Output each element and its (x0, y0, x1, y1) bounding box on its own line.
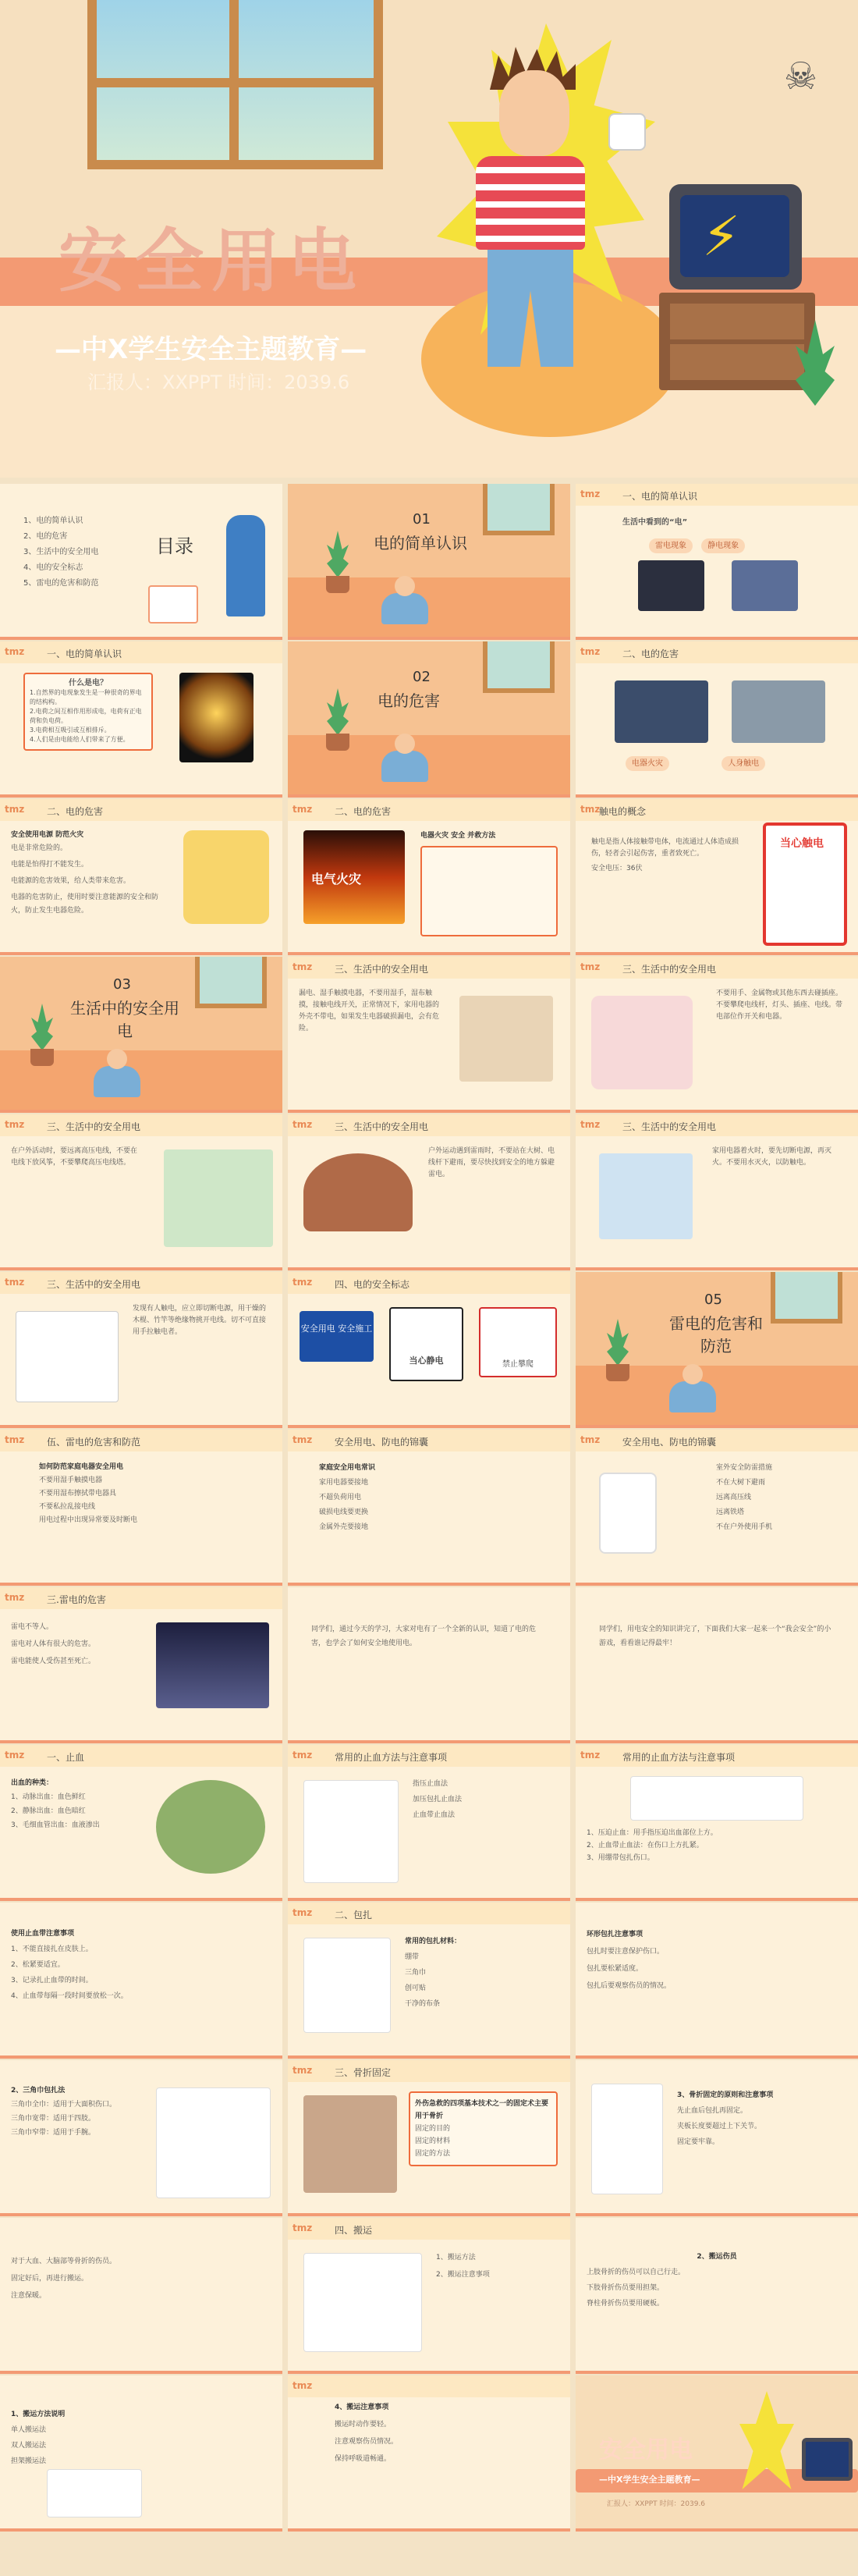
rescue-cartoon (16, 1311, 119, 1402)
chip: 雷电现象 (649, 538, 693, 553)
slide-title: 安全使用电源 防范火灾 (11, 831, 84, 839)
text-line: 不要私拉乱接电线 (39, 1503, 96, 1511)
text-line: 雷电不等人。 (11, 1623, 54, 1631)
splint-drawing (591, 2084, 663, 2194)
slide-header: 三、生活中的安全用电 (622, 1121, 717, 1132)
slide-lightning-prevention[interactable]: tmz 伍、雷电的危害和防范 如何防范家庭电器安全用电 不要用湿手触摸电器 不要用湿布擦拭带电器具 不要私拉乱接电线 用电过程中出现异常要及时断电 (0, 1430, 282, 1586)
body-text: 同学们，通过今天的学习，大家对电有了一个全新的认识，知道了电的危害，也学会了如何安全地使用电。 (311, 1626, 537, 1647)
text-line: 3.电荷相互吸引或互相排斥。 (30, 727, 111, 734)
danger-cartoon (591, 996, 693, 1089)
text-line: 1、动脉出血：血色鲜红 (11, 1793, 86, 1801)
slide-hazards-photos[interactable]: tmz 二、电的危害 电器火灾 人身触电 (576, 641, 858, 798)
slide-header: 二、电的危害 (335, 806, 392, 817)
slide-prevent-fire[interactable]: tmz 二、电的危害 安全使用电源 防范火灾 电是非常危险的。 电能是怕得打不能发生。 电能源的危害效果，给人类带来危害。 电器的危害防止，使用时要注意能源的安全和防火，防止发生电器危险。 (0, 799, 282, 955)
text-line: 电器的危害防止，使用时要注意能源的安全和防火，防止发生电器危险。 (11, 894, 159, 915)
text-line: 4.人们是由电能给人们带来了方便。 (30, 736, 129, 743)
explosion-illustration (303, 1153, 413, 1231)
slide-title: 使用止血带注意事项 (11, 1930, 75, 1938)
slide-header: 常用的止血方法与注意事项 (335, 1752, 448, 1763)
text-line: 单人搬运法 (11, 2426, 47, 2434)
slide-ending[interactable] (576, 2375, 858, 2532)
text-line: 担架搬运法 (11, 2457, 47, 2465)
window-illustration (87, 0, 383, 169)
text-line: 4、止血带每隔一段时间要放松一次。 (11, 1992, 128, 2000)
tv-cabinet (659, 293, 815, 390)
text-line: 包扎要松紧适度。 (587, 1965, 644, 1973)
slide-header: 三、生活中的安全用电 (47, 1279, 141, 1290)
text-line: 保持呼吸道畅通。 (335, 2455, 392, 2463)
text-line: 注意保暖。 (11, 2292, 47, 2300)
text-line: 固定的材料 (415, 2137, 451, 2145)
slide-header: 二、电的危害 (47, 806, 104, 817)
toc-item: 4、电的安全标志 (23, 563, 83, 572)
text-line: 安全电压：36伏 (591, 865, 643, 872)
slide-shock-concept[interactable]: tmz 触电的概念 触电是指人体接触带电体，电流通过人体造成损伤，轻者会引起伤害，重者致死亡。 安全电压：36伏 当心触电 (576, 799, 858, 955)
slide-bandaging[interactable]: tmz 二、包扎 常用的包扎材料： 绷带 三角巾 创可贴 干净的布条 (288, 1903, 570, 2059)
body-text: 同学们，用电安全的知识讲完了，下面我们大家一起来一个“我会安全”的小游戏，看看谁记得最牢！ (599, 1626, 831, 1647)
slide-title: 环形包扎注意事项 (587, 1931, 644, 1938)
section-number: 02 (413, 669, 431, 685)
slide-carry-methods[interactable] (0, 2375, 282, 2532)
body-text: 漏电、湿手触摸电器，不要用湿手，湿布触摸，接触电线开关，正常情况下，家用电器的外壳不带电，如果发生电器破损漏电，会有危险。 (299, 990, 440, 1032)
slide-home-fire[interactable]: tmz 三、生活中的安全用电 家用电器着火时，要先切断电源，再灭火。不要用水灭火，以防触电。 (576, 1114, 858, 1270)
boy-head (499, 70, 569, 156)
slide-title: 如何防范家庭电器安全用电 (39, 1463, 124, 1471)
slide-header: 常用的止血方法与注意事项 (622, 1752, 736, 1763)
text-line: 不要用湿布擦拭带电器具 (39, 1490, 117, 1498)
slide-title: 家庭安全用电常识 (319, 1464, 376, 1472)
end-title: 安全用电 (599, 2436, 693, 2464)
toc-item: 3、生活中的安全用电 (23, 548, 99, 556)
slide-game[interactable] (576, 1587, 858, 1743)
main-subtitle: —中X学生安全主题教育— (55, 334, 367, 365)
text-line: 电是非常危险的。 (11, 844, 68, 852)
slide-title: 生活中看到的“电” (622, 518, 688, 527)
text-line: 电能是怕得打不能发生。 (11, 861, 89, 869)
lightbulb-photo (179, 673, 254, 762)
toc-item: 2、电的危害 (23, 532, 68, 541)
first-aid-drawing (303, 1780, 399, 1883)
boy-shirt (476, 156, 585, 250)
sign-no-climbing: 禁止攀爬 (479, 1307, 557, 1377)
slide-home-safety-1[interactable]: tmz 三、生活中的安全用电 漏电、湿手触摸电器，不要用湿手，湿布触摸，接触电线开关，正常情况下，家用电器的外壳不带电，如果发生电器破损漏电，会有危险。 (288, 957, 570, 1113)
slide-header: 二、包扎 (335, 1910, 373, 1920)
slide-rescue[interactable]: tmz 三、生活中的安全用电 发现有人触电，应立即切断电源，用干燥的木棍、竹竿等绝缘物挑开电线。切不可直接用手拉触电者。 (0, 1272, 282, 1428)
fire-photo (615, 680, 708, 743)
slide-title: 什么是电？ (69, 679, 108, 688)
slide-header: 三、生活中的安全用电 (622, 964, 717, 975)
slide-fracture-notes[interactable] (0, 2218, 282, 2374)
text-line: 对于大血、大脑部等骨折的伤员。 (11, 2258, 117, 2265)
ambulance-drawing (47, 2469, 142, 2517)
slide-header: 三、生活中的安全用电 (335, 964, 429, 975)
fire-banner: 电气火灾 (311, 872, 362, 886)
section-number: 05 (704, 1292, 722, 1308)
lightning-photo (638, 560, 704, 611)
slide-section-01[interactable] (288, 484, 570, 640)
body-text: 在户外活动时，要远离高压电线，不要在电线下放风筝，不要攀爬高压电线塔。 (11, 1147, 138, 1167)
text-line: 电能源的危害效果，给人类带来危害。 (11, 877, 131, 885)
slide-header: 安全用电、防电的锦囊 (622, 1437, 717, 1448)
bandage-drawing (303, 1938, 391, 2033)
slide-toc[interactable] (0, 484, 282, 640)
text-line: 加压包扎止血法 (413, 1796, 463, 1803)
toc-title: 目录 (156, 535, 193, 557)
body-text: 户外运动遇到雷雨时，不要站在大树、电线杆下避雨，要尽快找到安全的地方躲避雷电。 (428, 1147, 555, 1178)
chip: 人身触电 (722, 756, 765, 771)
slide-header: 三、生活中的安全用电 (335, 1121, 429, 1132)
slide-header: 三、骨折固定 (335, 2067, 392, 2078)
slide-title: 外伤急救的四项基本技术之一的固定术主要用于骨折 (415, 2100, 549, 2120)
text-line: 固定要牢靠。 (677, 2138, 720, 2146)
text-line: 不超负荷用电 (319, 1494, 362, 1501)
reporter-line: 汇报人：XXPPT 时间：2039.6 (87, 371, 350, 393)
toc-item: 5、雷电的危害和防范 (23, 579, 99, 588)
text-line: 脊柱骨折伤员要用硬板。 (587, 2300, 665, 2308)
text-line: 包扎时要注意保护伤口。 (587, 1948, 665, 1956)
slide-section-05[interactable] (576, 1272, 858, 1428)
text-line: 下肢骨折伤员要用担架。 (587, 2284, 665, 2292)
room-illustration (459, 996, 553, 1082)
text-line: 止血带止血法 (413, 1811, 456, 1819)
slide-electrical-fire[interactable]: tmz 二、电的危害 电气火灾 电器火灾 安全 并救方法 (288, 799, 570, 955)
slide-header: 伍、雷电的危害和防范 (47, 1437, 141, 1448)
slide-electricity-intro[interactable]: tmz 一、电的简单认识 生活中看到的“电” 雷电现象 静电现象 (576, 484, 858, 640)
tv-illustration (802, 2438, 853, 2481)
text-line: 注意观察伤员情况。 (335, 2438, 399, 2446)
text-line: 干净的布条 (405, 2000, 441, 2008)
slide-header: 四、搬运 (335, 2225, 373, 2236)
fracture-photo (303, 2095, 397, 2193)
text-line: 指压止血法 (413, 1780, 448, 1788)
slide-tourniquet[interactable] (0, 1903, 282, 2059)
text-line: 三角巾宽带：适用于四肢。 (11, 2115, 96, 2123)
slide-header: 一、电的简单认识 (47, 648, 122, 659)
slide-header: 二、电的危害 (622, 648, 679, 659)
slide-lightning-harm[interactable]: tmz 三.雷电的危害 雷电不等人。 雷电对人体有很大的危害。 雷电能使人受伤甚至死亡。 (0, 1587, 282, 1743)
text-line: 夹板长度要超过上下关节。 (677, 2123, 762, 2130)
text-line: 2、搬运注意事项 (436, 2271, 490, 2279)
slide-title: 1、搬运方法说明 (11, 2411, 66, 2418)
slide-what-is-electricity[interactable]: tmz 一、电的简单认识 什么是电？ 1.自然界的电现象发生是一种很奇的界电的结构构。 2.电荷之间互相作用形成电，电荷有正电荷和负电荷。 3.电荷相互吸引或互相排斥。 4.人们是由电能给人们带来了方便。 (0, 641, 282, 798)
slide-fracture[interactable]: tmz 三、骨折固定 外伤急救的四项基本技术之一的固定术主要用于骨折 固定的目的 固定的材料 固定的方法 (288, 2060, 570, 2216)
socket-icon (608, 113, 646, 151)
sign-static: 当心静电 (389, 1307, 463, 1381)
slide-header: 一、止血 (47, 1752, 85, 1763)
end-subtitle: —中X学生安全主题教育— (599, 2475, 700, 2485)
static-photo (732, 560, 798, 611)
slide-title: 电器火灾 安全 并救方法 (420, 832, 496, 840)
slide-outdoor-safety-1[interactable]: tmz 三、生活中的安全用电 在户外活动时，要远离高压电线，不要在电线下放风筝，不要攀爬高压电线塔。 (0, 1114, 282, 1270)
section-title: 电的简单认识 (374, 534, 467, 553)
skull-icon: ☠ (784, 55, 818, 98)
text-box (420, 846, 558, 936)
slide-title: 2、搬运伤员 (697, 2253, 737, 2261)
section-number: 01 (413, 511, 431, 528)
text-line: 固定的目的 (415, 2125, 451, 2133)
text-line: 雷电能使人受伤甚至死亡。 (11, 1658, 96, 1665)
lightning-photo (156, 1622, 269, 1708)
danger-sign-text: 当心触电 (780, 837, 824, 850)
slide-triangle-bandage[interactable] (0, 2060, 282, 2216)
body-text: 家用电器着火时，要先切断电源，再灭火。不要用水灭火，以防触电。 (712, 1147, 832, 1167)
text-line: 金属外壳要接地 (319, 1523, 369, 1531)
section-title: 雷电的危害和防范 (669, 1314, 763, 1356)
injury-cartoon (156, 1780, 265, 1874)
text-line: 破损电线要更换 (319, 1508, 369, 1516)
slide-section-03[interactable] (0, 957, 282, 1113)
slide-carry-notes[interactable]: tmz 4、搬运注意事项 搬运时动作要轻。 注意观察伤员情况。 保持呼吸道畅通。 (288, 2375, 570, 2532)
body-text: 不要用手、金属物或其他东西去碰插座。不要攀爬电线杆，灯头、插座、电线。带电部位作开关和电器。 (716, 990, 843, 1021)
text-line: 2.电荷之间互相作用形成电，电荷有正电荷和负电荷。 (30, 708, 142, 724)
slide-header: 一、电的简单认识 (622, 491, 698, 502)
lightning-icon: ⚡ (702, 204, 741, 268)
text-line: 1、不能直接扎在皮肤上。 (11, 1945, 93, 1953)
text-line: 不要用湿手触摸电器 (39, 1476, 103, 1484)
text-line: 双人搬运法 (11, 2442, 47, 2450)
kitchen-cartoon (599, 1153, 693, 1239)
slide-header: 三.雷电的危害 (47, 1594, 106, 1605)
toc-item: 1、电的简单认识 (23, 517, 83, 525)
text-line: 触电是指人体接触带电体，电流通过人体造成损伤，轻者会引起伤害，重者致死亡。 (591, 838, 739, 858)
slide-bandage-notes[interactable] (576, 1903, 858, 2059)
text-line: 3、用绷带包扎伤口。 (587, 1854, 654, 1862)
text-line: 不在户外使用手机 (716, 1523, 773, 1531)
slide-header: 三、生活中的安全用电 (47, 1121, 141, 1132)
shock-photo (732, 680, 825, 743)
text-line: 2、松紧要适宜。 (11, 1961, 65, 1969)
text-line: 固定的方法 (415, 2150, 451, 2158)
body-text: 发现有人触电，应立即切断电源，用干燥的木棍、竹竿等绝缘物挑开电线。切不可直接用手拉触电者。 (133, 1305, 267, 1336)
text-line: 3、记录扎止血带的时间。 (11, 1977, 93, 1984)
text-line: 2、止血带止血法：在伤口上方扎紧。 (587, 1842, 704, 1849)
rice-cooker-illustration (148, 585, 198, 624)
slide-header: 安全用电、防电的锦囊 (335, 1437, 429, 1448)
slide-home-tips[interactable]: tmz 安全用电、防电的锦囊 家庭安全用电常识 家用电器要接地 不超负荷用电 破损电线要更换 金属外壳要接地 (288, 1430, 570, 1586)
slide-title: 3、骨折固定的原则和注意事项 (677, 2091, 774, 2099)
text-line: 1、压迫止血：用手指压迫出血部位上方。 (587, 1829, 718, 1837)
text-line: 用电过程中出现异常要及时断电 (39, 1516, 138, 1524)
section-title: 电的危害 (378, 691, 440, 710)
end-reporter: 汇报人：XXPPT 时间：2039.6 (607, 2500, 706, 2508)
teacher-illustration (226, 515, 265, 616)
slide-summary[interactable] (288, 1587, 570, 1743)
slide-header: 触电的概念 (599, 806, 647, 817)
text-line: 远离高压线 (716, 1494, 752, 1501)
text-line: 室外安全防雷措施 (716, 1464, 773, 1472)
text-line: 固定好后，再进行搬运。 (11, 2275, 89, 2283)
slide-stop-bleeding-2[interactable]: tmz 常用的止血方法与注意事项 1、压迫止血：用手指压迫出血部位上方。 2、止血带止血法：在伤口上方扎紧。 3、用绷带包扎伤口。 (576, 1745, 858, 1901)
text-line: 上肢骨折的伤员可以自己行走。 (587, 2269, 686, 2276)
text-line: 1.自然界的电现象发生是一种很奇的界电的结构构。 (30, 689, 142, 705)
text-line: 包扎后要观察伤员的情况。 (587, 1982, 672, 1990)
text-line: 创可贴 (405, 1984, 427, 1992)
text-line: 三角巾全巾：适用于大面积伤口。 (11, 2101, 117, 2109)
socket-illustration (599, 1473, 657, 1554)
first-aid-drawing (630, 1776, 803, 1821)
text-line: 三角巾 (405, 1969, 427, 1977)
carrying-drawing (303, 2253, 422, 2352)
text-line: 绷带 (405, 1953, 420, 1961)
slide-outdoor-safety-2[interactable]: tmz 三、生活中的安全用电 户外运动遇到雷雨时，不要站在大树、电线杆下避雨，要尽快找到安全的地方躲避雷电。 (288, 1114, 570, 1270)
text-line: 远离铁塔 (716, 1508, 745, 1516)
fire-cartoon (183, 830, 269, 924)
text-line: 家用电器要接地 (319, 1479, 369, 1487)
slide-header: 四、电的安全标志 (335, 1279, 410, 1290)
text-line: 雷电对人体有很大的危害。 (11, 1640, 96, 1648)
power-line-cartoon (164, 1149, 273, 1247)
slide-bleeding[interactable]: tmz 一、止血 出血的种类： 1、动脉出血：血色鲜红 2、静脉出血：血色暗红 3、毛细血管出血：血液渗出 (0, 1745, 282, 1901)
slide-stop-bleeding-1[interactable]: tmz 常用的止血方法与注意事项 指压止血法 加压包扎止血法 止血带止血法 (288, 1745, 570, 1901)
text-line: 三角巾窄带：适用于手腕。 (11, 2129, 96, 2137)
text-line: 先止血后包扎再固定。 (677, 2107, 748, 2115)
title-slide (0, 0, 858, 478)
slide-fracture-rules[interactable] (576, 2060, 858, 2216)
main-title: 安全用电 (58, 221, 365, 301)
text-line: 3、毛细血管出血：血液渗出 (11, 1821, 100, 1829)
slide-title: 出血的种类： (11, 1779, 54, 1787)
slide-title: 常用的包扎材料： (405, 1938, 462, 1945)
slide-outdoor-tips[interactable]: tmz 安全用电、防电的锦囊 室外安全防雷措施 不在大树下避雨 远离高压线 远离铁塔 不在户外使用手机 (576, 1430, 858, 1586)
chip: 电器火灾 (626, 756, 669, 771)
text-line: 搬运时动作要轻。 (335, 2421, 392, 2429)
text-line: 2、静脉出血：血色暗红 (11, 1807, 86, 1815)
sign-safe-power: 安全用电 安全施工 (300, 1311, 374, 1362)
slide-carrying[interactable]: tmz 四、搬运 1、搬运方法 2、搬运注意事项 (288, 2218, 570, 2374)
slide-title: 4、搬运注意事项 (335, 2404, 389, 2411)
slide-safety-signs[interactable]: tmz 四、电的安全标志 安全用电 安全施工 当心静电 禁止攀爬 (288, 1272, 570, 1428)
slide-title: 2、三角巾包扎法 (11, 2087, 66, 2095)
slide-section-02[interactable] (288, 641, 570, 798)
slide-carry-injured[interactable] (576, 2218, 858, 2374)
text-line: 不在大树下避雨 (716, 1479, 766, 1487)
slide-home-safety-2[interactable]: tmz 三、生活中的安全用电 不要用手、金属物或其他东西去碰插座。不要攀爬电线杆，灯头、插座、电线。带电部位作开关和电器。 (576, 957, 858, 1113)
section-number: 03 (113, 976, 131, 993)
chip: 静电现象 (701, 538, 745, 553)
triangle-bandage-drawing (156, 2087, 271, 2198)
section-title: 生活中的安全用电 (70, 999, 179, 1040)
text-line: 1、搬运方法 (436, 2254, 476, 2262)
